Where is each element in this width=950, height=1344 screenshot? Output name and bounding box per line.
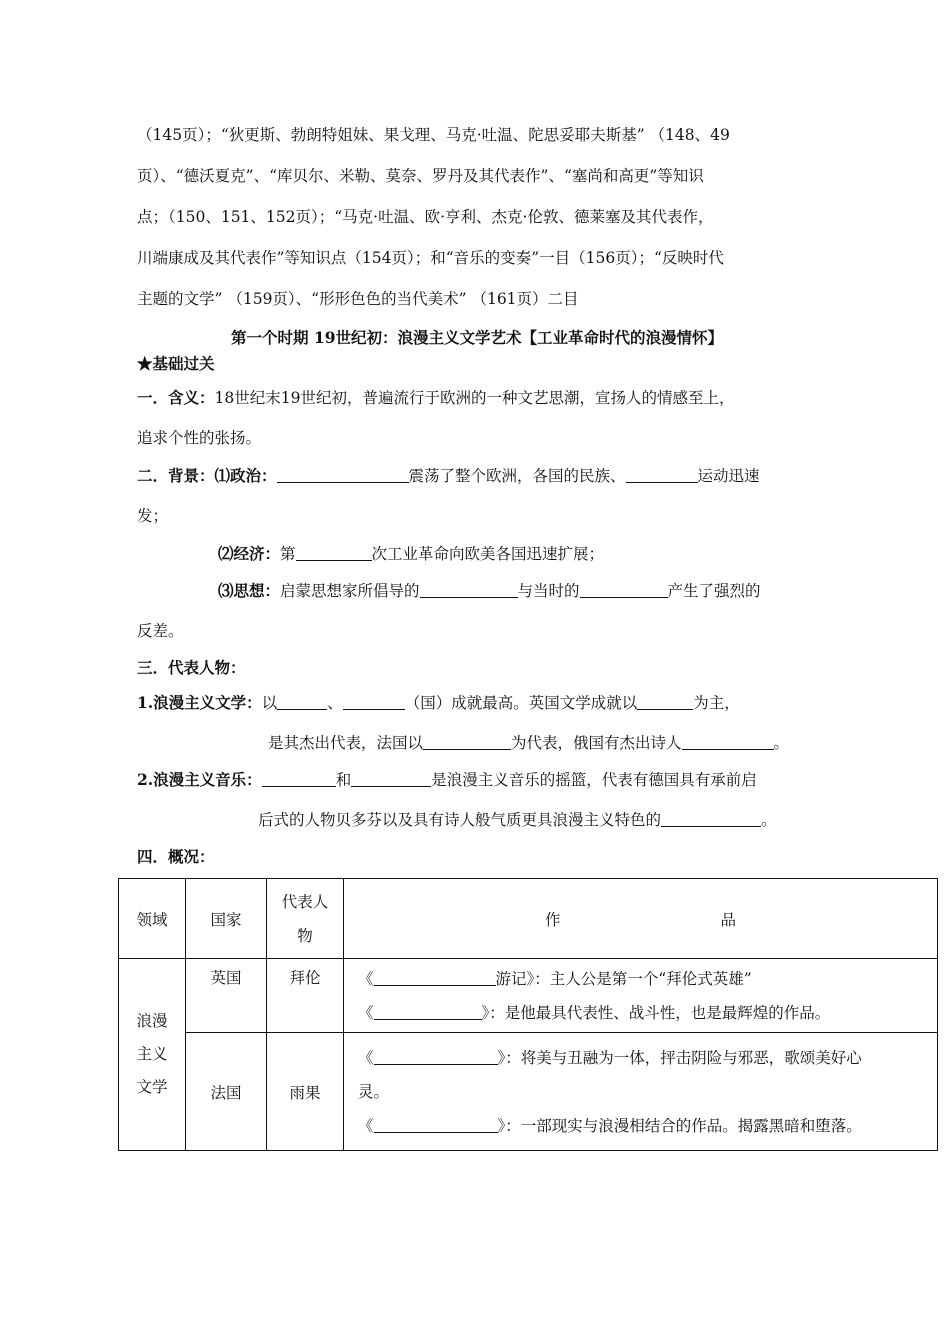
field-line-3: 文学 <box>136 1078 168 1096</box>
s2-p3-label: ⑶思想： <box>218 581 281 600</box>
intro-line-5: 主题的文学” （159页）、“形形色色的当代美术” （161页）二目 <box>137 290 579 308</box>
header-works-b: 品 <box>720 910 737 929</box>
work-3-rest: 》：将美与丑融为一体，抨击阴险与邪恶，歌颂美好心 <box>497 1048 862 1067</box>
s2-p2-b: 次工业革命向欧美各国迅速扩展； <box>371 545 605 563</box>
s3-heading: 三．代表人物： <box>137 658 246 677</box>
field-line-1: 浪漫 <box>136 1012 168 1030</box>
work-4 <box>358 1109 937 1143</box>
table-header-row <box>119 879 938 959</box>
blank <box>637 694 693 711</box>
blank <box>626 467 698 484</box>
intro-line-1: （145页）；“狄更斯、勃朗特姐妹、果戈理、马克·吐温、陀思妥耶夫斯基” （148、49 <box>137 126 730 144</box>
s2-p1-end: 运动迅速 <box>697 467 760 485</box>
header-field: 领域 <box>119 879 186 959</box>
field-line-2: 主义 <box>136 1045 168 1063</box>
s2-line-5: 反差。 <box>137 622 184 640</box>
work-3 <box>358 1041 937 1075</box>
blank <box>374 969 496 986</box>
blank <box>262 771 336 788</box>
work-3-cont: 灵。 <box>358 1082 390 1101</box>
country-uk: 英国 <box>186 959 267 1033</box>
table-row <box>119 1033 938 1151</box>
works-hugo <box>344 1033 938 1151</box>
s3-line-1 <box>137 682 817 724</box>
s3-l1-c: （国）成就最高。英国文学成就以 <box>404 694 638 712</box>
s3-l1-d: 为主， <box>693 694 740 712</box>
s3-l1-label: 1.浪漫主义文学： <box>137 693 262 712</box>
blank <box>374 1003 482 1020</box>
work-4-open: 《 <box>358 1116 374 1135</box>
blank <box>420 582 518 599</box>
blank <box>661 811 761 828</box>
s2-p3-c: 产生了强烈的 <box>667 582 761 600</box>
work-2 <box>358 996 937 1030</box>
s2-p3-a: 启蒙思想家所倡导的 <box>280 582 420 600</box>
works-byron <box>344 959 938 1033</box>
header-person-line-2: 物 <box>297 926 313 945</box>
blank <box>277 467 409 484</box>
blank <box>343 694 405 711</box>
s2-line-1 <box>137 455 817 497</box>
blank <box>580 582 668 599</box>
header-works-a: 作 <box>544 910 561 929</box>
blank <box>351 771 431 788</box>
work-2-rest: 》：是他最具代表性、战斗性，也是最辉煌的作品。 <box>481 1003 831 1022</box>
s2-label: 二．背景： <box>137 466 215 485</box>
overview-table <box>118 878 938 1151</box>
basic-heading: ★基础过关 <box>137 354 215 373</box>
s2-p2-a: 第 <box>280 545 296 563</box>
s3-line-2 <box>268 723 948 764</box>
header-person <box>267 879 344 959</box>
intro-line-2: 页）、“德沃夏克”、“库贝尔、米勒、莫奈、罗丹及其代表作”、“塞尚和高更”等知识 <box>137 167 704 185</box>
country-france: 法国 <box>186 1033 267 1151</box>
s4-heading: 四．概况： <box>137 847 215 866</box>
person-hugo: 雨果 <box>267 1033 344 1151</box>
work-1 <box>358 962 937 996</box>
s2-line-2: 发； <box>137 507 169 525</box>
s2-p1-label: ⑴政治： <box>214 466 277 485</box>
s3-l2-b: 是浪漫主义音乐的摇篮，代表有德国具有承前启 <box>431 771 757 789</box>
s1-label: 一．含义： <box>137 388 215 407</box>
intro-line-3: 点；（150、151、152页）；“马克·吐温、欧·亨利、杰克·伦敦、德莱塞及其代表作， <box>137 208 714 226</box>
section-title: 第一个时期 19世纪初：浪漫主义文学艺术【工业革命时代的浪漫情怀】 <box>231 328 723 347</box>
header-person-line-1: 代表人 <box>281 892 329 911</box>
header-country: 国家 <box>186 879 267 959</box>
blank <box>423 734 511 751</box>
s1-line-2: 追求个性的张扬。 <box>137 429 262 447</box>
intro-line-4: 川端康成及其代表作”等知识点（154页）；和“音乐的变奏”一目（156页）；“反映时代 <box>137 249 724 267</box>
s2-line-4 <box>218 570 898 612</box>
work-2-open: 《 <box>358 1003 374 1022</box>
s2-p2-label: ⑵经济： <box>218 544 281 563</box>
s3-line-3 <box>137 759 817 801</box>
s2-line-3 <box>218 533 898 575</box>
s1-text-1: 18世纪末19世纪初，普遍流行于欧洲的一种文艺思潮，宣扬人的情感至上， <box>214 389 735 407</box>
blank <box>296 545 372 562</box>
blank <box>374 1048 498 1065</box>
field-cell <box>119 959 186 1151</box>
s3-l2-d: 。 <box>761 811 777 829</box>
s2-p3-b: 与当时的 <box>517 582 580 600</box>
blank <box>374 1116 498 1133</box>
s3-l2-c: 后式的人物贝多芬以及具有诗人般气质更具浪漫主义特色的 <box>258 811 662 829</box>
s3-l1-b: 、 <box>327 694 343 712</box>
work-1-rest: 游记》：主人公是第一个“拜伦式英雄” <box>495 969 752 988</box>
work-3-open: 《 <box>358 1048 374 1067</box>
s3-l1-g: 。 <box>773 734 790 752</box>
header-works <box>344 879 938 959</box>
person-byron: 拜伦 <box>267 959 344 1033</box>
s3-l1-e: 是其杰出代表，法国以 <box>268 734 424 752</box>
table-row <box>119 959 938 1033</box>
s1-line-1 <box>137 377 817 419</box>
s3-l1-a: 以 <box>261 694 278 712</box>
s2-p1-mid: 震荡了整个欧洲，各国的民族、 <box>408 467 626 485</box>
work-4-rest: 》：一部现实与浪漫相结合的作品。揭露黑暗和堕落。 <box>497 1116 862 1135</box>
blank <box>277 694 327 711</box>
work-1-open: 《 <box>358 969 374 988</box>
s3-l2-label: 2.浪漫主义音乐： <box>137 770 262 789</box>
s3-line-4 <box>258 800 938 841</box>
s3-l1-f: 为代表，俄国有杰出诗人 <box>511 734 682 752</box>
s3-l2-a: 和 <box>335 771 352 789</box>
blank <box>682 734 774 751</box>
